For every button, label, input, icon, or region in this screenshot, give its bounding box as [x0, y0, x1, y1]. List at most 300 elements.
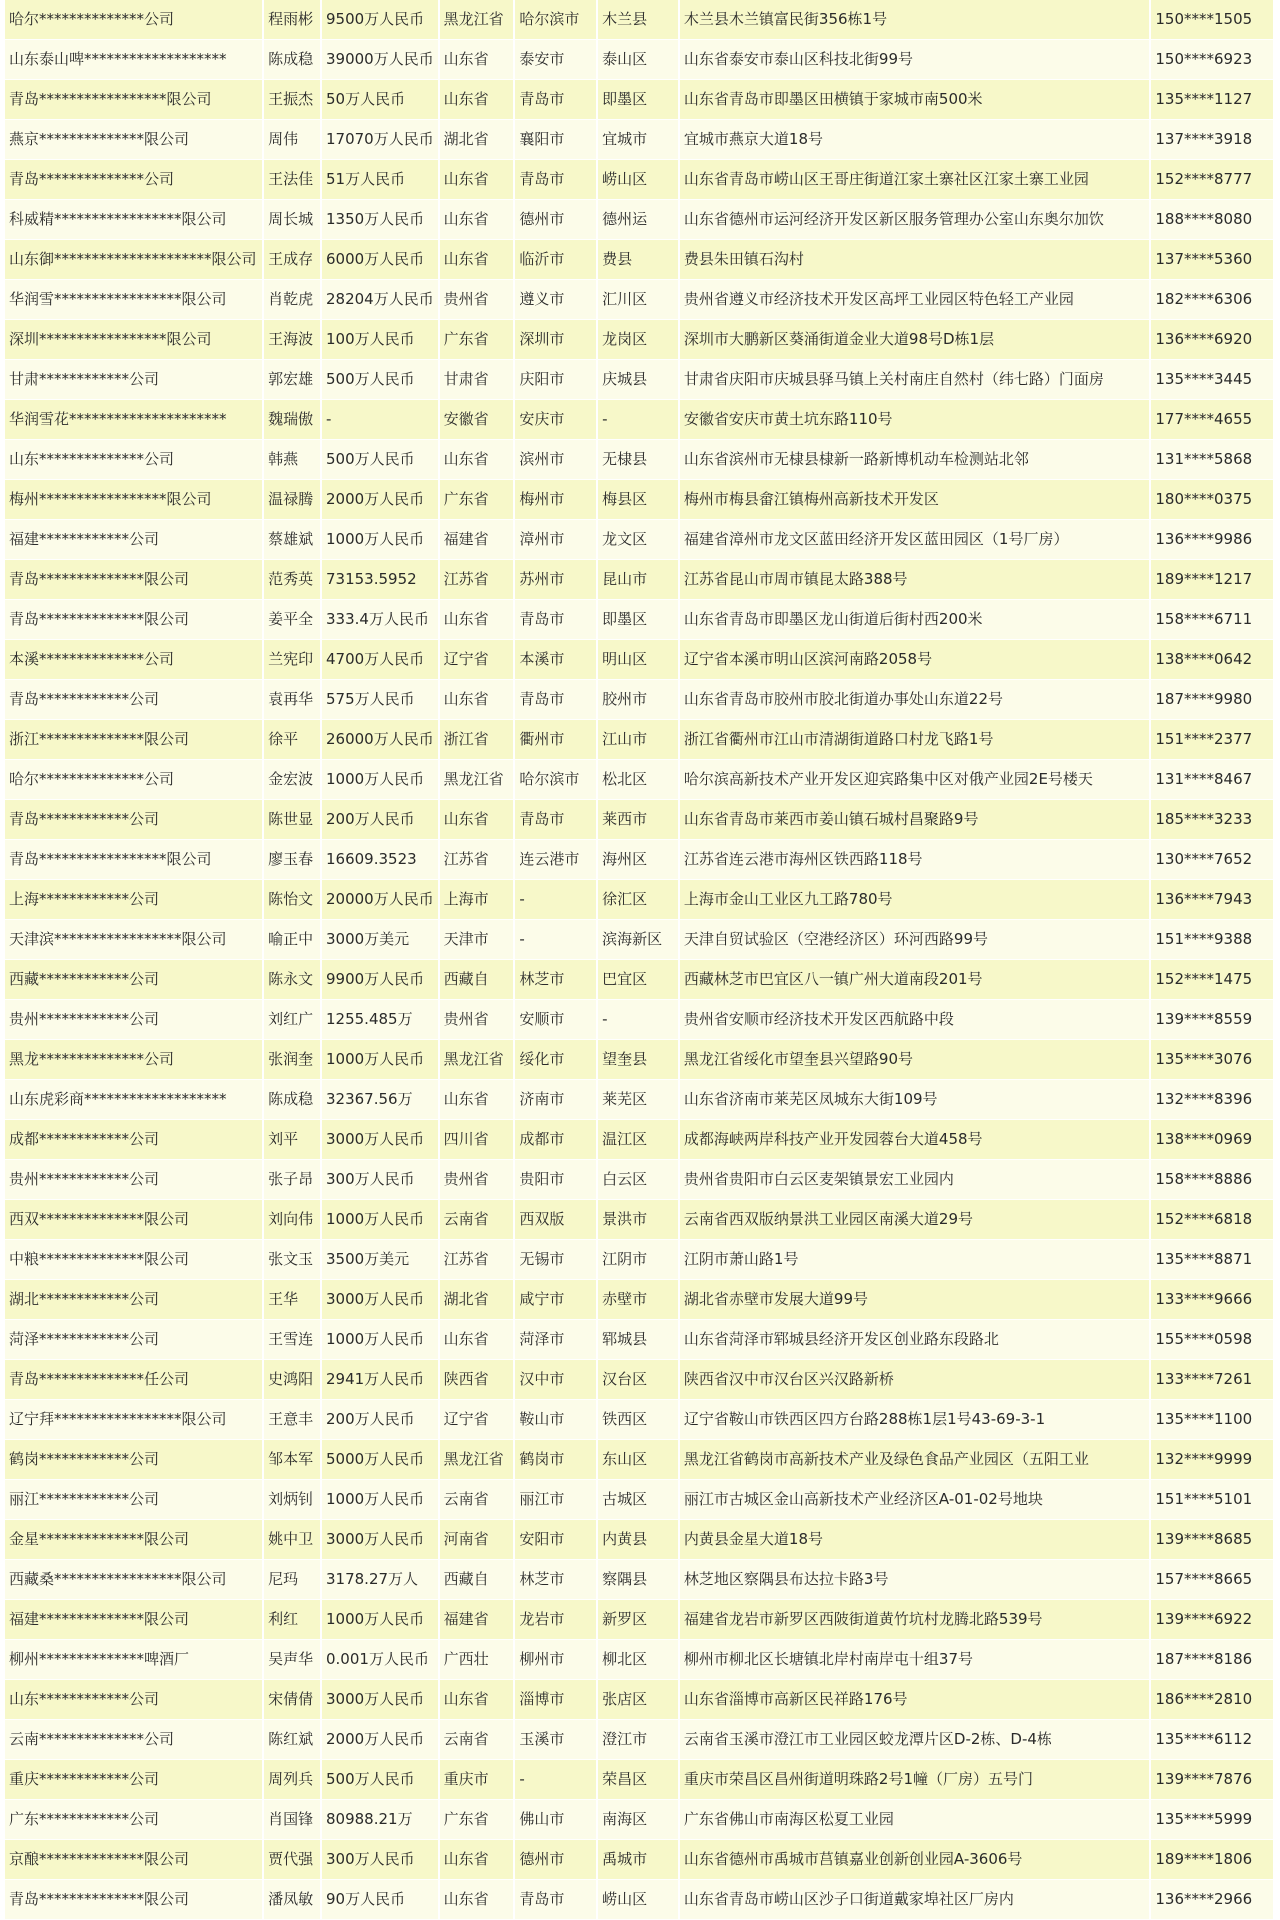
legal-representative-cell: 张润奎 — [264, 1040, 320, 1079]
legal-representative-cell: 刘红广 — [264, 1000, 320, 1039]
legal-representative-cell: 韩燕 — [264, 440, 320, 479]
company-name-cell: 青岛**************限公司 — [5, 600, 262, 639]
legal-representative-cell: 温禄腾 — [264, 480, 320, 519]
company-name-cell: 浙江**************限公司 — [5, 720, 262, 759]
legal-representative-cell: 陈怡文 — [264, 880, 320, 919]
city-cell: 深圳市 — [515, 320, 596, 359]
phone-cell: 180****0375 — [1151, 480, 1273, 519]
registered-capital-cell: 0.001万人民币 — [322, 1640, 438, 1679]
table-row — [5, 800, 1273, 840]
district-cell: 白云区 — [598, 1160, 678, 1199]
city-cell: 滨州市 — [515, 440, 596, 479]
table-row — [5, 1080, 1273, 1120]
city-cell: 哈尔滨市 — [515, 760, 596, 799]
province-cell: 山东省 — [440, 600, 514, 639]
district-cell: 梅县区 — [598, 480, 678, 519]
address-cell: 湖北省赤壁市发展大道99号 — [680, 1280, 1149, 1319]
province-cell: 山东省 — [440, 200, 514, 239]
province-cell: 山东省 — [440, 1840, 514, 1879]
legal-representative-cell: 王法佳 — [264, 160, 320, 199]
phone-cell: 152****1475 — [1151, 960, 1273, 999]
registered-capital-cell: 3000万人民币 — [322, 1520, 438, 1559]
district-cell: 徐汇区 — [598, 880, 678, 919]
registered-capital-cell: 16609.3523 — [322, 840, 438, 879]
legal-representative-cell: 陈永文 — [264, 960, 320, 999]
city-cell: 泰安市 — [515, 40, 596, 79]
phone-cell: 139****7876 — [1151, 1760, 1273, 1799]
registered-capital-cell: 80988.21万 — [322, 1800, 438, 1839]
company-name-cell: 菏泽************公司 — [5, 1320, 262, 1359]
phone-cell: 132****9999 — [1151, 1440, 1273, 1479]
phone-cell: 150****1505 — [1151, 0, 1273, 39]
province-cell: 贵州省 — [440, 1000, 514, 1039]
company-name-cell: 贵州************公司 — [5, 1000, 262, 1039]
legal-representative-cell: 张文玉 — [264, 1240, 320, 1279]
table-row — [5, 840, 1273, 880]
address-cell: 贵州省安顺市经济技术开发区西航路中段 — [680, 1000, 1149, 1039]
registered-capital-cell: 32367.56万 — [322, 1080, 438, 1119]
legal-representative-cell: 刘炳钊 — [264, 1480, 320, 1519]
city-cell: 德州市 — [515, 1840, 596, 1879]
legal-representative-cell: 邹本军 — [264, 1440, 320, 1479]
district-cell: 澄江市 — [598, 1720, 678, 1759]
legal-representative-cell: 吴声华 — [264, 1640, 320, 1679]
address-cell: 贵州省遵义市经济技术开发区高坪工业园区特色轻工产业园 — [680, 280, 1149, 319]
table-row — [5, 1360, 1273, 1400]
district-cell: 新罗区 — [598, 1600, 678, 1639]
address-cell: 木兰县木兰镇富民街356栋1号 — [680, 0, 1149, 39]
phone-cell: 133****9666 — [1151, 1280, 1273, 1319]
table-row — [5, 1440, 1273, 1480]
phone-cell: 135****5999 — [1151, 1800, 1273, 1839]
phone-cell: 133****7261 — [1151, 1360, 1273, 1399]
province-cell: 云南省 — [440, 1200, 514, 1239]
city-cell: 苏州市 — [515, 560, 596, 599]
address-cell: 广东省佛山市南海区松夏工业园 — [680, 1800, 1149, 1839]
city-cell: 襄阳市 — [515, 120, 596, 159]
city-cell: 林芝市 — [515, 1560, 596, 1599]
district-cell: 松北区 — [598, 760, 678, 799]
company-name-cell: 青岛**************限公司 — [5, 560, 262, 599]
phone-cell: 189****1806 — [1151, 1840, 1273, 1879]
table-row — [5, 520, 1273, 560]
address-cell: 安徽省安庆市黄土坑东路110号 — [680, 400, 1149, 439]
phone-cell: 155****0598 — [1151, 1320, 1273, 1359]
province-cell: 河南省 — [440, 1520, 514, 1559]
company-name-cell: 华润雪*****************限公司 — [5, 280, 262, 319]
city-cell: 丽江市 — [515, 1480, 596, 1519]
district-cell: 莱西市 — [598, 800, 678, 839]
district-cell: 望奎县 — [598, 1040, 678, 1079]
registered-capital-cell: 90万人民币 — [322, 1880, 438, 1919]
address-cell: 云南省玉溪市澄江市工业园区蛟龙潭片区D-2栋、D-4栋 — [680, 1720, 1149, 1759]
district-cell: 庆城县 — [598, 360, 678, 399]
company-name-cell: 鹤岗************公司 — [5, 1440, 262, 1479]
province-cell: 山东省 — [440, 40, 514, 79]
legal-representative-cell: 尼玛 — [264, 1560, 320, 1599]
table-row — [5, 1800, 1273, 1840]
registered-capital-cell: 20000万人民币 — [322, 880, 438, 919]
city-cell: - — [515, 920, 596, 959]
table-row — [5, 880, 1273, 920]
city-cell: 衢州市 — [515, 720, 596, 759]
table-row — [5, 720, 1273, 760]
district-cell: 海州区 — [598, 840, 678, 879]
province-cell: 黑龙江省 — [440, 0, 514, 39]
company-name-cell: 青岛************公司 — [5, 680, 262, 719]
table-row — [5, 1520, 1273, 1560]
address-cell: 西藏林芝市巴宜区八一镇广州大道南段201号 — [680, 960, 1149, 999]
table-row — [5, 1480, 1273, 1520]
district-cell: 泰山区 — [598, 40, 678, 79]
city-cell: 鹤岗市 — [515, 1440, 596, 1479]
phone-cell: 152****6818 — [1151, 1200, 1273, 1239]
district-cell: 汉台区 — [598, 1360, 678, 1399]
phone-cell: 187****9980 — [1151, 680, 1273, 719]
address-cell: 梅州市梅县畲江镇梅州高新技术开发区 — [680, 480, 1149, 519]
province-cell: 贵州省 — [440, 1160, 514, 1199]
district-cell: 莱芜区 — [598, 1080, 678, 1119]
legal-representative-cell: 史鸿阳 — [264, 1360, 320, 1399]
address-cell: 内黄县金星大道18号 — [680, 1520, 1149, 1559]
table-row — [5, 1120, 1273, 1160]
registered-capital-cell: 3000万人民币 — [322, 1280, 438, 1319]
address-cell: 云南省西双版纳景洪工业园区南溪大道29号 — [680, 1200, 1149, 1239]
legal-representative-cell: 王意丰 — [264, 1400, 320, 1439]
province-cell: 云南省 — [440, 1720, 514, 1759]
phone-cell: 158****8886 — [1151, 1160, 1273, 1199]
city-cell: 汉中市 — [515, 1360, 596, 1399]
address-cell: 重庆市荣昌区昌州街道明珠路2号1幢（厂房）五号门 — [680, 1760, 1149, 1799]
province-cell: 贵州省 — [440, 280, 514, 319]
registered-capital-cell: 1350万人民币 — [322, 200, 438, 239]
phone-cell: 138****0969 — [1151, 1120, 1273, 1159]
company-name-cell: 西藏************公司 — [5, 960, 262, 999]
city-cell: 青岛市 — [515, 600, 596, 639]
legal-representative-cell: 姚中卫 — [264, 1520, 320, 1559]
province-cell: 西藏自 — [440, 960, 514, 999]
phone-cell: 137****5360 — [1151, 240, 1273, 279]
company-name-cell: 黑龙**************公司 — [5, 1040, 262, 1079]
legal-representative-cell: 徐平 — [264, 720, 320, 759]
city-cell: 龙岩市 — [515, 1600, 596, 1639]
legal-representative-cell: 王雪连 — [264, 1320, 320, 1359]
registered-capital-cell: 1000万人民币 — [322, 520, 438, 559]
table-row — [5, 1840, 1273, 1880]
address-cell: 山东省青岛市崂山区王哥庄街道江家土寨社区江家土寨工业园 — [680, 160, 1149, 199]
province-cell: 上海市 — [440, 880, 514, 919]
province-cell: 广东省 — [440, 1800, 514, 1839]
company-name-cell: 天津滨*****************限公司 — [5, 920, 262, 959]
table-row — [5, 640, 1273, 680]
registered-capital-cell: 500万人民币 — [322, 360, 438, 399]
province-cell: 云南省 — [440, 1480, 514, 1519]
district-cell: - — [598, 1000, 678, 1039]
company-name-cell: 福建************公司 — [5, 520, 262, 559]
province-cell: 黑龙江省 — [440, 1440, 514, 1479]
registered-capital-cell: 9900万人民币 — [322, 960, 438, 999]
district-cell: 汇川区 — [598, 280, 678, 319]
table-row — [5, 1640, 1273, 1680]
table-row — [5, 480, 1273, 520]
district-cell: 胶州市 — [598, 680, 678, 719]
district-cell: 即墨区 — [598, 600, 678, 639]
company-name-cell: 上海************公司 — [5, 880, 262, 919]
legal-representative-cell: 陈世显 — [264, 800, 320, 839]
city-cell: 玉溪市 — [515, 1720, 596, 1759]
province-cell: 江苏省 — [440, 1240, 514, 1279]
address-cell: 陕西省汉中市汉台区兴汉路新桥 — [680, 1360, 1149, 1399]
province-cell: 山东省 — [440, 440, 514, 479]
address-cell: 山东省泰安市泰山区科技北街99号 — [680, 40, 1149, 79]
legal-representative-cell: 王振杰 — [264, 80, 320, 119]
province-cell: 山东省 — [440, 80, 514, 119]
company-name-cell: 青岛*****************限公司 — [5, 80, 262, 119]
table-row — [5, 0, 1273, 40]
legal-representative-cell: 潘凤敏 — [264, 1880, 320, 1919]
table-row — [5, 1400, 1273, 1440]
district-cell: 木兰县 — [598, 0, 678, 39]
address-cell: 林芝地区察隅县布达拉卡路3号 — [680, 1560, 1149, 1599]
company-name-cell: 燕京**************限公司 — [5, 120, 262, 159]
legal-representative-cell: 王成存 — [264, 240, 320, 279]
city-cell: 青岛市 — [515, 1880, 596, 1919]
province-cell: 广西壮 — [440, 1640, 514, 1679]
registered-capital-cell: 1000万人民币 — [322, 1040, 438, 1079]
phone-cell: 132****8396 — [1151, 1080, 1273, 1119]
phone-cell: 139****8559 — [1151, 1000, 1273, 1039]
city-cell: 西双版 — [515, 1200, 596, 1239]
address-cell: 山东省滨州市无棣县棣新一路新博机动车检测站北邻 — [680, 440, 1149, 479]
district-cell: 江阴市 — [598, 1240, 678, 1279]
city-cell: 哈尔滨市 — [515, 0, 596, 39]
table-row — [5, 440, 1273, 480]
legal-representative-cell: 魏瑞傲 — [264, 400, 320, 439]
phone-cell: 182****6306 — [1151, 280, 1273, 319]
district-cell: 即墨区 — [598, 80, 678, 119]
province-cell: 山东省 — [440, 800, 514, 839]
district-cell: 荣昌区 — [598, 1760, 678, 1799]
address-cell: 上海市金山工业区九工路780号 — [680, 880, 1149, 919]
company-name-cell: 西双**************限公司 — [5, 1200, 262, 1239]
phone-cell: 131****5868 — [1151, 440, 1273, 479]
company-name-cell: 西藏桑*****************限公司 — [5, 1560, 262, 1599]
table-row — [5, 80, 1273, 120]
registered-capital-cell: 200万人民币 — [322, 800, 438, 839]
legal-representative-cell: 张子昂 — [264, 1160, 320, 1199]
table-row — [5, 1880, 1273, 1920]
company-name-cell: 哈尔**************公司 — [5, 0, 262, 39]
table-row — [5, 400, 1273, 440]
legal-representative-cell: 王华 — [264, 1280, 320, 1319]
registered-capital-cell: 73153.5952 — [322, 560, 438, 599]
legal-representative-cell: 蔡雄斌 — [264, 520, 320, 559]
registered-capital-cell: 50万人民币 — [322, 80, 438, 119]
registered-capital-cell: 300万人民币 — [322, 1840, 438, 1879]
city-cell: - — [515, 880, 596, 919]
company-name-cell: 中粮**************限公司 — [5, 1240, 262, 1279]
company-name-cell: 山东泰山啤******************* — [5, 40, 262, 79]
city-cell: 青岛市 — [515, 80, 596, 119]
legal-representative-cell: 王海波 — [264, 320, 320, 359]
table-row — [5, 280, 1273, 320]
phone-cell: 135****8871 — [1151, 1240, 1273, 1279]
legal-representative-cell: 陈红斌 — [264, 1720, 320, 1759]
company-name-cell: 青岛**************公司 — [5, 160, 262, 199]
address-cell: 山东省淄博市高新区民祥路176号 — [680, 1680, 1149, 1719]
company-name-cell: 甘肃************公司 — [5, 360, 262, 399]
district-cell: 龙文区 — [598, 520, 678, 559]
phone-cell: 187****8186 — [1151, 1640, 1273, 1679]
city-cell: 本溪市 — [515, 640, 596, 679]
phone-cell: 157****8665 — [1151, 1560, 1273, 1599]
registered-capital-cell: 3000万人民币 — [322, 1680, 438, 1719]
city-cell: 青岛市 — [515, 800, 596, 839]
legal-representative-cell: 范秀英 — [264, 560, 320, 599]
province-cell: 福建省 — [440, 520, 514, 559]
table-row — [5, 680, 1273, 720]
legal-representative-cell: 周长城 — [264, 200, 320, 239]
table-row — [5, 760, 1273, 800]
city-cell: 菏泽市 — [515, 1320, 596, 1359]
district-cell: 禹城市 — [598, 1840, 678, 1879]
company-name-cell: 湖北************公司 — [5, 1280, 262, 1319]
table-row — [5, 1240, 1273, 1280]
legal-representative-cell: 利红 — [264, 1600, 320, 1639]
province-cell: 陕西省 — [440, 1360, 514, 1399]
phone-cell: 135****1127 — [1151, 80, 1273, 119]
district-cell: 无棣县 — [598, 440, 678, 479]
address-cell: 江阴市萧山路1号 — [680, 1240, 1149, 1279]
legal-representative-cell: 周列兵 — [264, 1760, 320, 1799]
address-cell: 山东省青岛市崂山区沙子口街道戴家埠社区厂房内 — [680, 1880, 1149, 1919]
registered-capital-cell: 1255.485万 — [322, 1000, 438, 1039]
city-cell: 漳州市 — [515, 520, 596, 559]
registered-capital-cell: 1000万人民币 — [322, 1320, 438, 1359]
phone-cell: 158****6711 — [1151, 600, 1273, 639]
city-cell: 临沂市 — [515, 240, 596, 279]
address-cell: 辽宁省鞍山市铁西区四方台路288栋1层1号43-69-3-1 — [680, 1400, 1149, 1439]
address-cell: 山东省青岛市即墨区龙山街道后街村西200米 — [680, 600, 1149, 639]
city-cell: 德州市 — [515, 200, 596, 239]
province-cell: 山东省 — [440, 680, 514, 719]
legal-representative-cell: 程雨彬 — [264, 0, 320, 39]
province-cell: 山东省 — [440, 160, 514, 199]
phone-cell: 131****8467 — [1151, 760, 1273, 799]
address-cell: 宜城市燕京大道18号 — [680, 120, 1149, 159]
address-cell: 贵州省贵阳市白云区麦架镇景宏工业园内 — [680, 1160, 1149, 1199]
phone-cell: 189****1217 — [1151, 560, 1273, 599]
company-name-cell: 哈尔**************公司 — [5, 760, 262, 799]
address-cell: 山东省菏泽市郓城县经济开发区创业路东段路北 — [680, 1320, 1149, 1359]
province-cell: 广东省 — [440, 320, 514, 359]
city-cell: 安顺市 — [515, 1000, 596, 1039]
legal-representative-cell: 陈成稳 — [264, 1080, 320, 1119]
city-cell: 青岛市 — [515, 160, 596, 199]
table-row — [5, 1680, 1273, 1720]
address-cell: 成都海峡两岸科技产业开发园蓉台大道458号 — [680, 1120, 1149, 1159]
table-row — [5, 1760, 1273, 1800]
city-cell: 成都市 — [515, 1120, 596, 1159]
company-name-cell: 重庆************公司 — [5, 1760, 262, 1799]
company-name-cell: 青岛**************任公司 — [5, 1360, 262, 1399]
phone-cell: 186****2810 — [1151, 1680, 1273, 1719]
city-cell: 绥化市 — [515, 1040, 596, 1079]
table-row — [5, 1720, 1273, 1760]
address-cell: 深圳市大鹏新区葵涌街道金业大道98号D栋1层 — [680, 320, 1149, 359]
city-cell: 济南市 — [515, 1080, 596, 1119]
phone-cell: 136****7943 — [1151, 880, 1273, 919]
registered-capital-cell: 4700万人民币 — [322, 640, 438, 679]
phone-cell: 135****6112 — [1151, 1720, 1273, 1759]
district-cell: 温江区 — [598, 1120, 678, 1159]
district-cell: 江山市 — [598, 720, 678, 759]
company-name-cell: 福建**************限公司 — [5, 1600, 262, 1639]
legal-representative-cell: 金宏波 — [264, 760, 320, 799]
table-row — [5, 1040, 1273, 1080]
registered-capital-cell: 51万人民币 — [322, 160, 438, 199]
address-cell: 福建省龙岩市新罗区西陂街道黄竹坑村龙腾北路539号 — [680, 1600, 1149, 1639]
registered-capital-cell: 28204万人民币 — [322, 280, 438, 319]
province-cell: 西藏自 — [440, 1560, 514, 1599]
registered-capital-cell: 39000万人民币 — [322, 40, 438, 79]
district-cell: 赤壁市 — [598, 1280, 678, 1319]
registered-capital-cell: 3178.27万人 — [322, 1560, 438, 1599]
legal-representative-cell: 喻正中 — [264, 920, 320, 959]
city-cell: 遵义市 — [515, 280, 596, 319]
registered-capital-cell: 500万人民币 — [322, 440, 438, 479]
legal-representative-cell: 陈成稳 — [264, 40, 320, 79]
phone-cell: 139****6922 — [1151, 1600, 1273, 1639]
district-cell: 铁西区 — [598, 1400, 678, 1439]
registered-capital-cell: 100万人民币 — [322, 320, 438, 359]
company-name-cell: 辽宁拜*****************限公司 — [5, 1400, 262, 1439]
address-cell: 黑龙江省鹤岗市高新技术产业及绿色食品产业园区（五阳工业 — [680, 1440, 1149, 1479]
district-cell: 崂山区 — [598, 160, 678, 199]
legal-representative-cell: 肖乾虎 — [264, 280, 320, 319]
city-cell: 连云港市 — [515, 840, 596, 879]
table-row — [5, 240, 1273, 280]
province-cell: 甘肃省 — [440, 360, 514, 399]
address-cell: 浙江省衢州市江山市清湖街道路口村龙飞路1号 — [680, 720, 1149, 759]
table-row — [5, 920, 1273, 960]
table-row — [5, 960, 1273, 1000]
province-cell: 湖北省 — [440, 120, 514, 159]
address-cell: 哈尔滨高新技术产业开发区迎宾路集中区对俄产业园2E号楼天 — [680, 760, 1149, 799]
phone-cell: 151****5101 — [1151, 1480, 1273, 1519]
province-cell: 重庆市 — [440, 1760, 514, 1799]
district-cell: 张店区 — [598, 1680, 678, 1719]
address-cell: 柳州市柳北区长塘镇北岸村南岸屯十组37号 — [680, 1640, 1149, 1679]
registered-capital-cell: 26000万人民币 — [322, 720, 438, 759]
address-cell: 山东省济南市莱芜区凤城东大街109号 — [680, 1080, 1149, 1119]
address-cell: 天津自贸试验区（空港经济区）环河西路99号 — [680, 920, 1149, 959]
district-cell: 柳北区 — [598, 1640, 678, 1679]
phone-cell: 139****8685 — [1151, 1520, 1273, 1559]
registered-capital-cell: 3500万美元 — [322, 1240, 438, 1279]
district-cell: 滨海新区 — [598, 920, 678, 959]
address-cell: 山东省青岛市即墨区田横镇于家城市南500米 — [680, 80, 1149, 119]
registered-capital-cell: 1000万人民币 — [322, 1200, 438, 1239]
table-row — [5, 1280, 1273, 1320]
address-cell: 江苏省连云港市海州区铁西路118号 — [680, 840, 1149, 879]
province-cell: 江苏省 — [440, 560, 514, 599]
district-cell: 东山区 — [598, 1440, 678, 1479]
registered-capital-cell: 17070万人民币 — [322, 120, 438, 159]
province-cell: 辽宁省 — [440, 640, 514, 679]
legal-representative-cell: 刘向伟 — [264, 1200, 320, 1239]
phone-cell: 188****8080 — [1151, 200, 1273, 239]
